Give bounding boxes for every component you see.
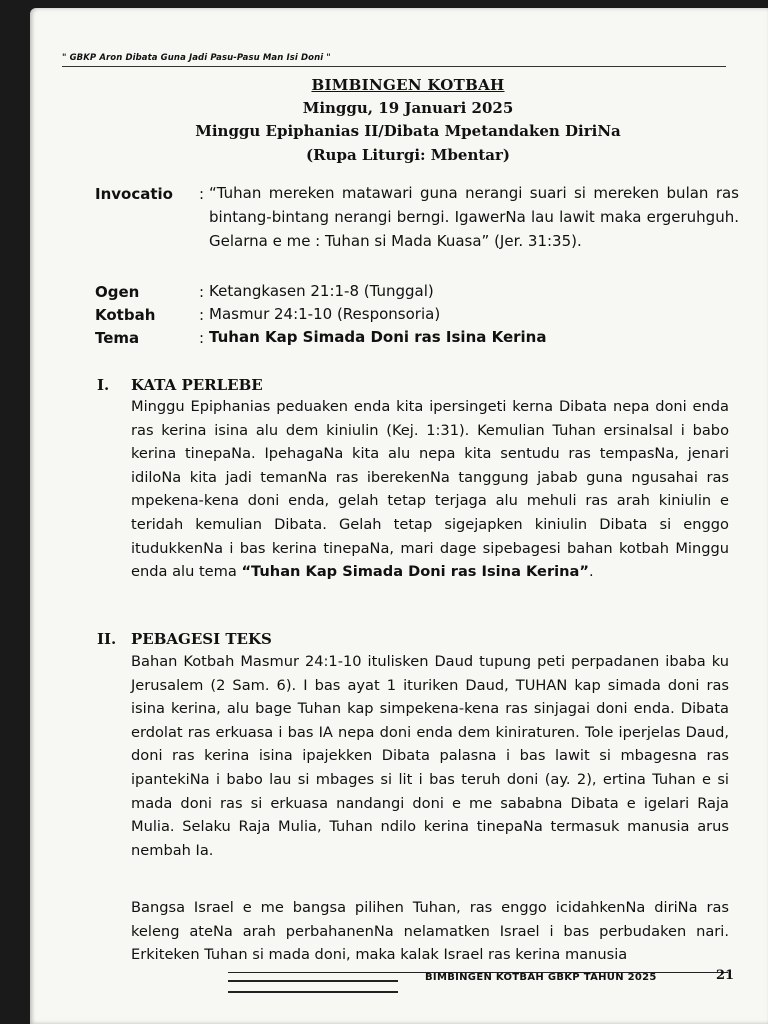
section-2-number: II. <box>97 630 117 648</box>
separator: : <box>199 306 205 324</box>
page-number: 21 <box>716 968 735 983</box>
tema-text: Tuhan Kap Simada Doni ras Isina Kerina <box>209 328 547 346</box>
header-rule <box>62 66 726 67</box>
section-1-paragraph <box>131 395 729 584</box>
kotbah-label: Kotbah <box>95 306 156 324</box>
separator: : <box>199 283 205 301</box>
invocatio-text: “Tuhan mereken matawari guna nerangi suari si mereken bulan ras bintang-bintang nerangi berngi. IgawerNa lau lawit maka ergeruhguh. Gelarna e me : Tuhan si Mada Kuasa” (Jer. 31:35). <box>209 184 739 250</box>
section-2-title: PEBAGESI TEKS <box>131 630 272 648</box>
document-subtitle: Minggu Epiphanias II/Dibata Mpetandaken DiriNa <box>195 122 621 140</box>
liturgy-note: (Rupa Liturgi: Mbentar) <box>305 146 511 164</box>
section-1-number: I. <box>97 376 110 394</box>
document-title: BIMBINGEN KOTBAH <box>311 76 505 94</box>
running-head: " GBKP Aron Dibata Guna Jadi Pasu-Pasu Man Isi Doni " <box>62 53 331 63</box>
footer-decoration <box>228 980 398 993</box>
tema-label: Tema <box>95 329 140 347</box>
section-1-theme-quote: “Tuhan Kap Simada Doni ras Isina Kerina” <box>241 563 589 581</box>
section-2-paragraph-2: Bangsa Israel e me bangsa pilihen Tuhan, ras enggo icidahkenNa diriNa ras keleng ateNa arah perbahanenNa nelamatken Israel i bas perbudaken nari. Erkiteken Tuhan si mada doni, maka kalak Israel ras kerina manusia <box>131 899 729 964</box>
document-date: Minggu, 19 Januari 2025 <box>302 99 514 117</box>
separator: : <box>199 185 205 203</box>
footer-title: BIMBINGEN KOTBAH GBKP TAHUN 2025 <box>425 972 657 983</box>
ogen-label: Ogen <box>95 283 140 301</box>
separator: : <box>199 329 205 347</box>
kotbah-text: Masmur 24:1-10 (Responsoria) <box>209 305 441 323</box>
section-1-text: Minggu Epiphanias peduaken enda kita ipersingeti kerna Dibata nepa doni enda ras kerina isina alu dem kiniulin (Kej. 1:31). Kemulian Tuhan ersinalsal i babo kerina tinepaNa. IpehagaNa kita alu nepa kita sentudu ras tempasNa, jenari idiloNa kita jadi temanNa ras iberekenNa tanggung jabab guna ngusahai ras mpekena-kena doni enda, gelah tetap terjaga alu mehuli ras arah kiniulin e teridah kemulian Dibata. Gelah tetap sigejapken kiniulin Dibata si enggo itudukkenNa i bas kerina tinepaNa, mari dage sipebagesi bahan kotbah Minggu enda alu tema <box>131 398 729 581</box>
invocatio-label: Invocatio <box>95 185 173 203</box>
section-2-paragraph-1: Bahan Kotbah Masmur 24:1-10 itulisken Daud tupung peti perpadanen ibaba ku Jerusalem (2 Sam. 6). I bas ayat 1 ituriken Daud, TUHAN kap simada doni ras isina kerina, alu bage Tuhan kap simpekena-kena ras sinjagai doni enda. Dibata erdolat ras erkuasa i bas IA nepa doni enda dem kiniraturen. Tole iperjelas Daud, doni ras kerina isina ipajekken Dibata palasna i bas lawit si mbagesna ras ipantekiNa i babo lau si mbages si lit i bas teruh doni (ay. 2), ertina Tuhan e si mada doni ras si erkuasa nandangi doni e me sababna Dibata e igelari Raja Mulia. Selaku Raja Mulia, Tuhan ndilo kerina tinepaNa termasuk manusia arus nembah Ia. <box>131 653 729 859</box>
ogen-text: Ketangkasen 21:1-8 (Tunggal) <box>209 282 434 300</box>
section-1-period: . <box>588 563 594 581</box>
section-1-title: KATA PERLEBE <box>131 376 263 394</box>
